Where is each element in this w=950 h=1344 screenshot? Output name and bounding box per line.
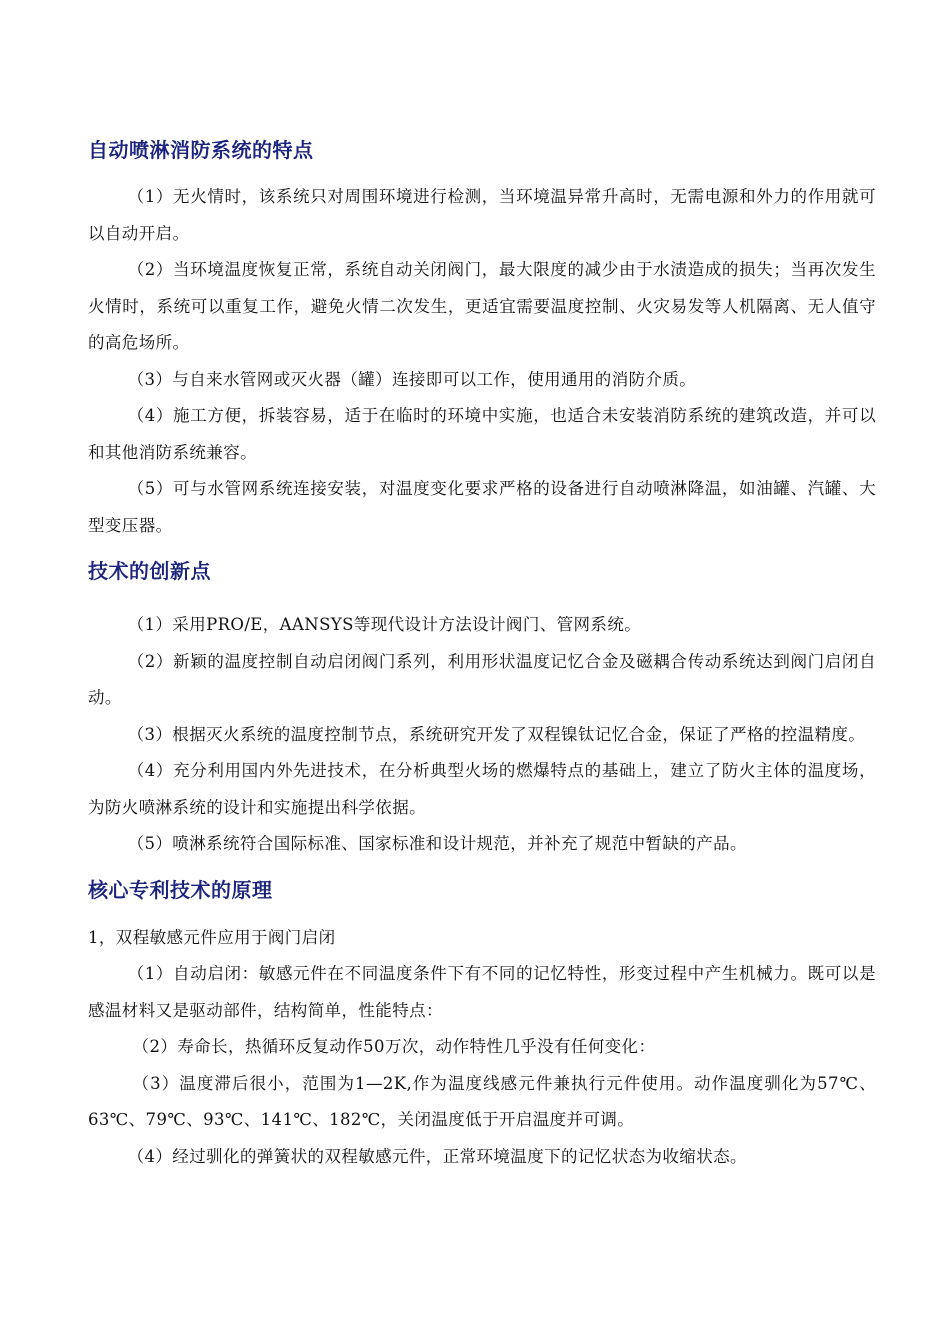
paragraph: （3）根据灭火系统的温度控制节点，系统研究开发了双程镍钛记忆合金，保证了严格的控温精度。: [127, 724, 866, 744]
paragraph: （1）无火情时，该系统只对周围环境进行检测，当环境温异常升高时，无需电源和外力的作用就可以自动开启。: [88, 187, 876, 243]
paragraph: （4）经过驯化的弹簧状的双程敏感元件，正常环境温度下的记忆状态为收缩状态。: [127, 1146, 747, 1166]
paragraph: （2）当环境温度恢复正常，系统自动关闭阀门，最大限度的减少由于水渍造成的损失；当再次发生火情时，系统可以重复工作，避免火情二次发生，更适宜需要温度控制、火灾易发等人机隔离、无人值守的高危场所。: [88, 260, 876, 352]
paragraph: （3）与自来水管网或灭火器（罐）连接即可以工作，使用通用的消防介质。: [127, 369, 697, 389]
paragraph: （2）新颖的温度控制自动启闭阀门系列，利用形状温度记忆合金及磁耦合传动系统达到阀门启闭自动。: [88, 651, 876, 707]
paragraph: （4）充分利用国内外先进技术，在分析典型火场的燃爆特点的基础上，建立了防火主体的温度场，为防火喷淋系统的设计和实施提出科学依据。: [88, 761, 876, 817]
paragraph: （1）采用PRO/E，AANSYS等现代设计方法设计阀门、管网系统。: [127, 615, 642, 634]
paragraph: （2）寿命长，热循环反复动作50万次，动作特性几乎没有任何变化：: [132, 1037, 656, 1056]
subheading: 1，双程敏感元件应用于阀门启闭: [88, 927, 336, 947]
section-heading-sprinkler-features: 自动喷淋消防系统的特点: [88, 138, 314, 162]
paragraph: （5）可与水管网系统连接安装，对温度变化要求严格的设备进行自动喷淋降温，如油罐、汽罐、大型变压器。: [88, 479, 876, 535]
paragraph: （4）施工方便，拆装容易，适于在临时的环境中实施，也适合未安装消防系统的建筑改造，并可以和其他消防系统兼容。: [88, 406, 876, 462]
document-page: [88, 130, 876, 1175]
paragraph: （1）自动启闭：敏感元件在不同温度条件下有不同的记忆特性，形变过程中产生机械力。既可以是感温材料又是驱动部件，结构简单，性能特点：: [88, 964, 876, 1020]
section-heading-innovations: 技术的创新点: [88, 559, 211, 583]
paragraph: （3）温度滞后很小，范围为1—2K,作为温度线感元件兼执行元件使用。动作温度驯化为57℃、63℃、79℃、93℃、141℃、182℃，关闭温度低于开启温度并可调。: [88, 1073, 876, 1129]
paragraph: （5）喷淋系统符合国际标准、国家标准和设计规范，并补充了规范中暂缺的产品。: [127, 834, 747, 853]
section-heading-core-patent: 核心专利技术的原理: [88, 877, 273, 902]
